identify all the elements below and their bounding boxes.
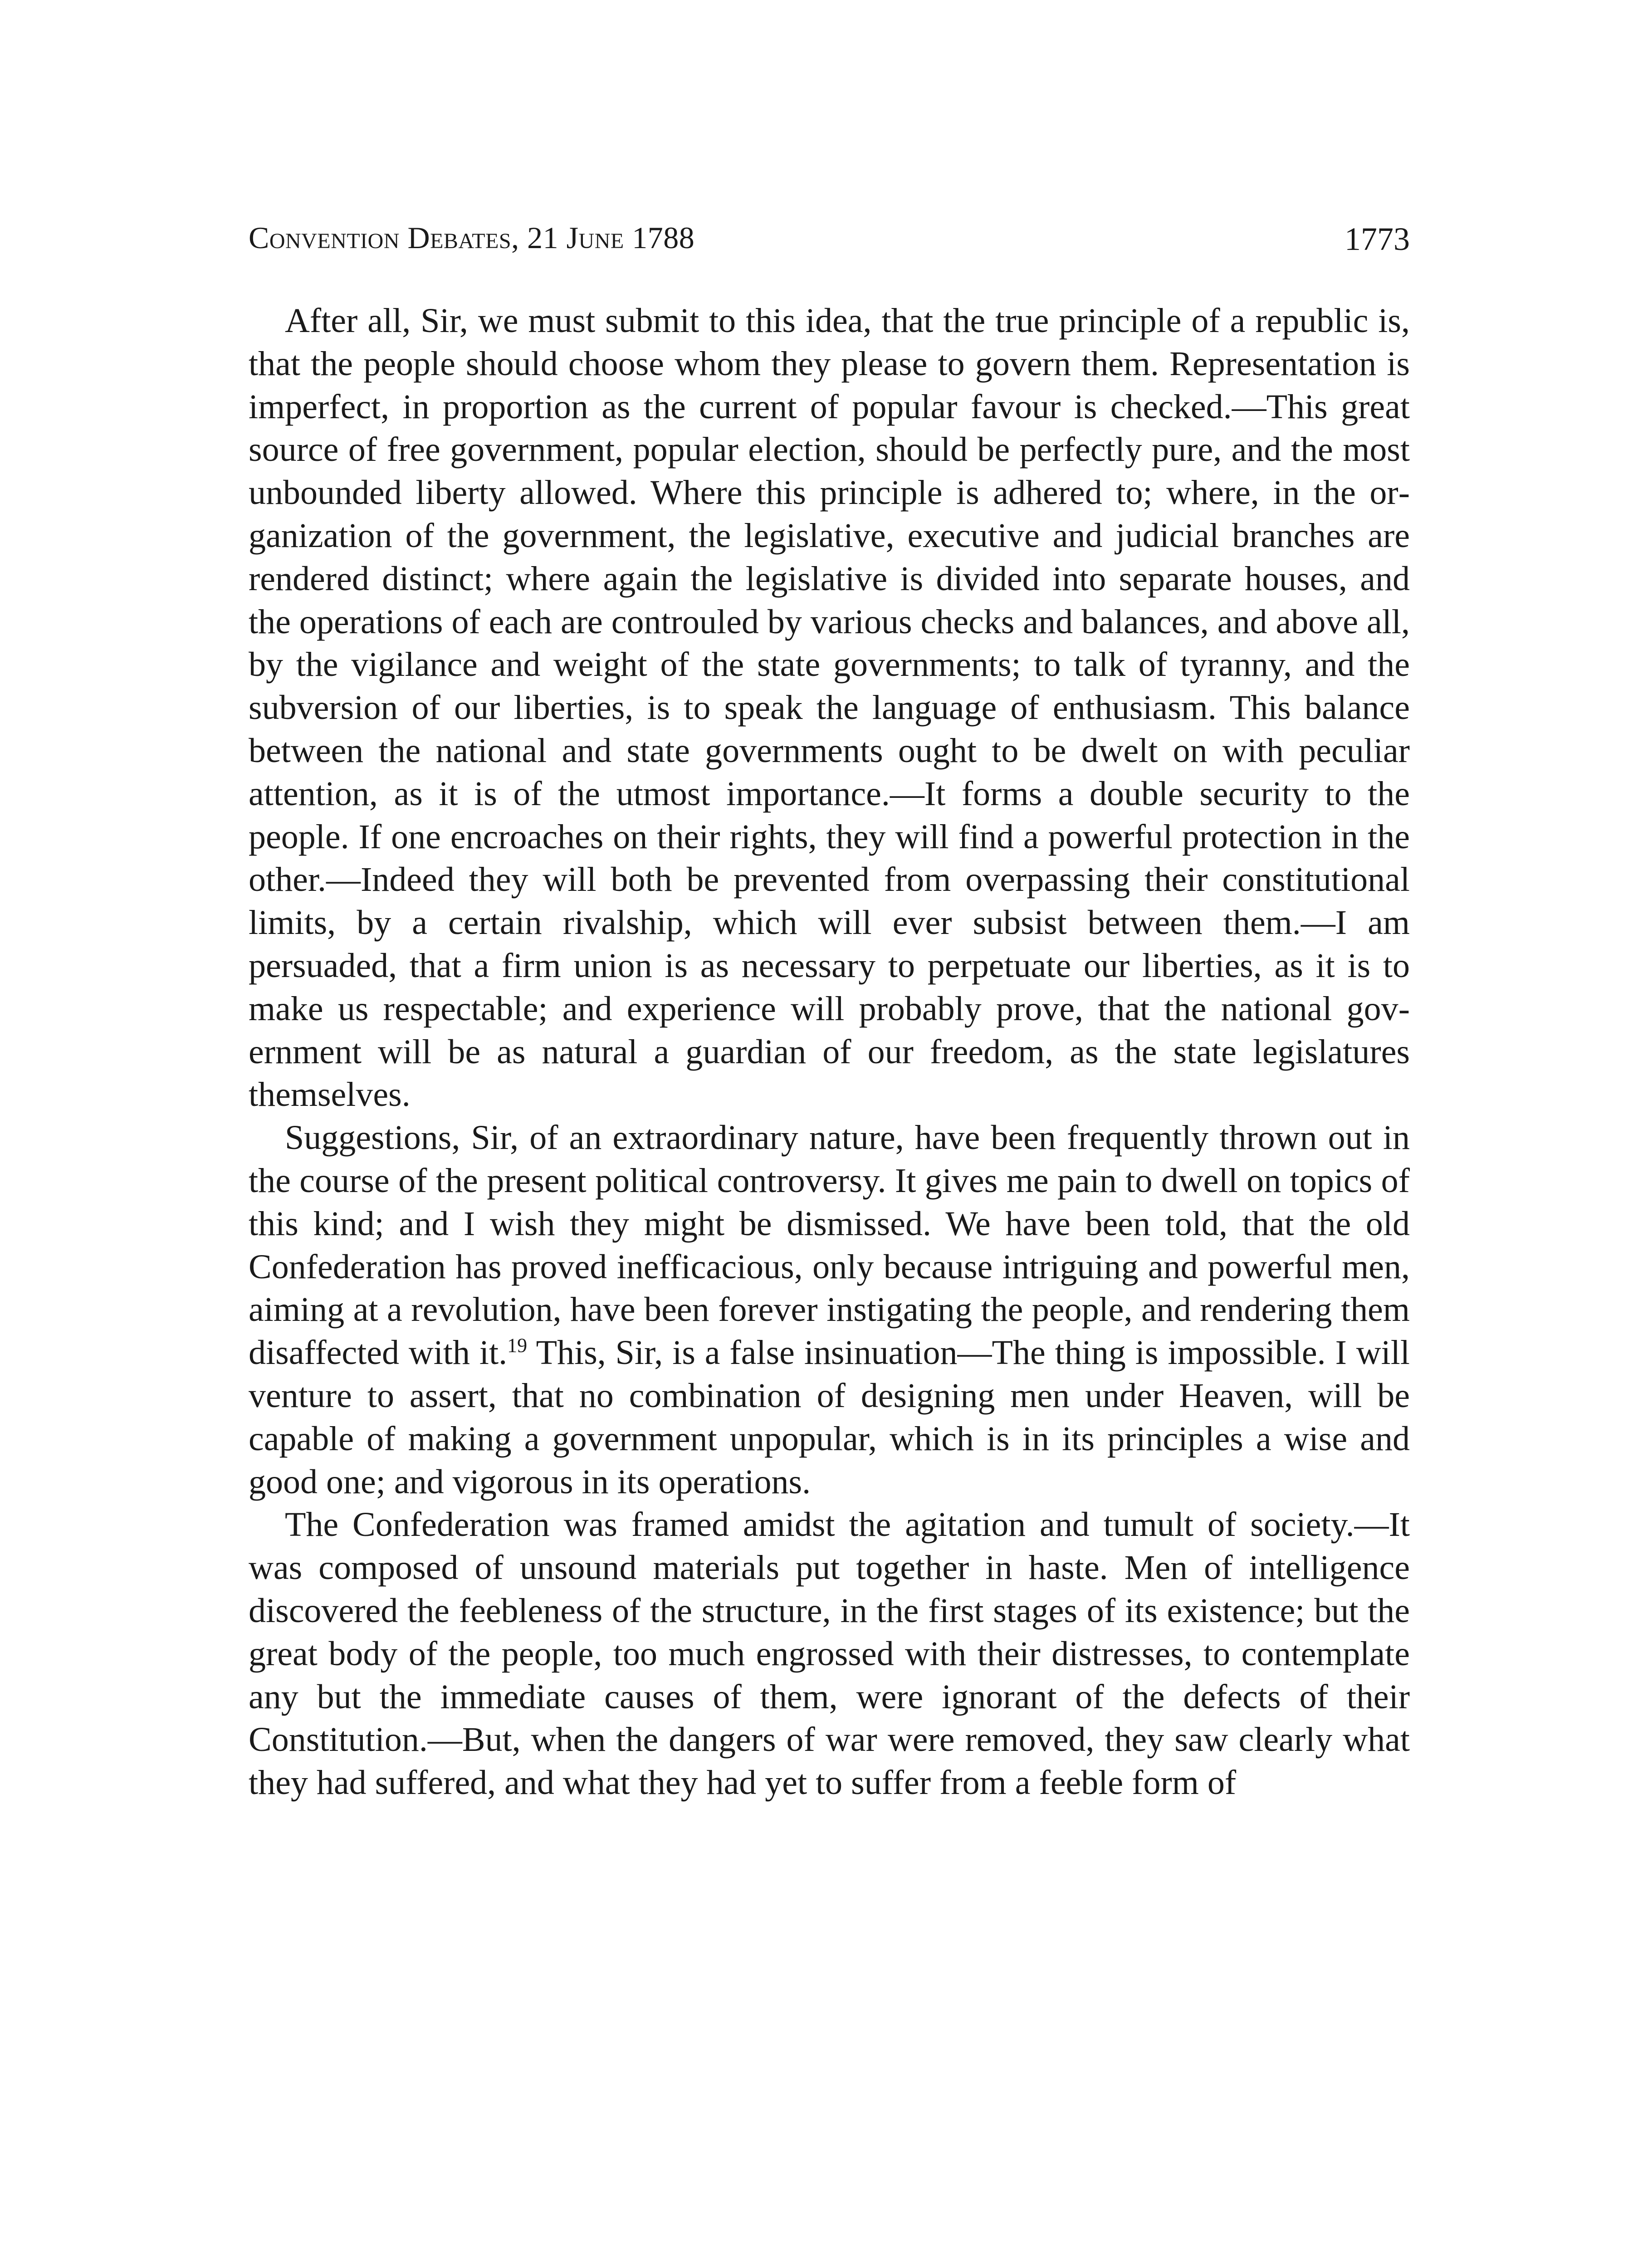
paragraph-1 xyxy=(249,299,1410,1116)
footnote-reference-19: 19 xyxy=(507,1334,528,1357)
running-head xyxy=(249,220,1410,269)
paragraph-3-text: The Confederation was framed amidst the agitation and tumult of society.—It was composed of unsound materials put together in haste. Men of intelligence discovered the feebleness of the structure, in the first stages of its existence; but the great body of the people, too much engrossed with their distresses, to contemplate any but the immediate causes of them, were ignorant of the defects of their Constitution.—But, when the dangers of war were removed, they saw clearly what they had suffered, and what they had yet to suffer from a feeble form of xyxy=(249,1505,1410,1802)
paragraph-2-text-before-note: Suggestions, Sir, of an extraordinary nature, have been frequently thrown out in the course of the present political controversy. It gives me pain to dwell on topics of this kind; and I wish they might be dismissed. We have been told, that the old Confederation has proved inefficacious, only because intriguing and powerful men, aiming at a revolution, have been forever instigating the people, and rendering them disaffected with it. xyxy=(249,1119,1410,1372)
body-text xyxy=(249,299,1410,1804)
paragraph-2 xyxy=(249,1116,1410,1503)
paragraph-2-text-after-note: This, Sir, is a false insinuation—The thing is impossible. I will venture to assert, that no combination of designing men under Heaven, will be capable of making a government unpopular, which is in its principles a wise and good one; and vigorous in its operations. xyxy=(249,1334,1410,1501)
running-title: Convention Debates, 21 June 1788 xyxy=(249,220,695,255)
paragraph-3 xyxy=(249,1503,1410,1804)
page-number: 1773 xyxy=(1345,221,1410,257)
paragraph-1-text: After all, Sir, we must submit to this idea, that the true principle of a republic is, that the people should choose whom they please to govern them. Representation is imperfect, in proportion as the current of popular favour is checked.—This great source of free government, popular election, should be perfectly pure, and the most unbounded liberty allowed. Where this principle is adhered to; where, in the organization of the government, the legislative, executive and judicial branches are rendered distinct; where again the legislative is divided into separate houses, and the operations of each are controuled by various checks and balances, and above all, by the vigilance and weight of the state governments; to talk of tyranny, and the subversion of our liberties, is to speak the language of enthusiasm. This balance between the national and state governments ought to be dwelt on with peculiar attention, as it is of the utmost importance.—It forms a double security to the people. If one encroaches on their rights, they will find a powerful protection in the other.—Indeed they will both be prevented from overpassing their constitutional limits, by a certain rivalship, which will ever subsist between them.—I am persuaded, that a firm union is as necessary to perpetuate our liberties, as it is to make us respectable; and experience will probably prove, that the national government will be as natural a guardian of our freedom, as the state legislatures themselves. xyxy=(249,302,1410,1114)
